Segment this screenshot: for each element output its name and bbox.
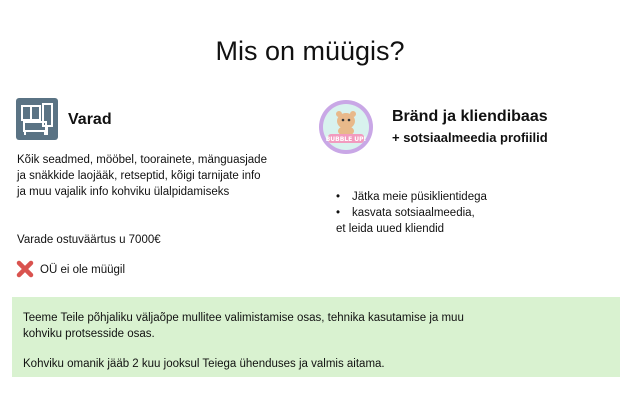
logo-text: BUBBLE UP! <box>325 136 367 143</box>
brand-bullet-list <box>336 189 487 237</box>
not-for-sale-note <box>16 260 125 280</box>
brand-subheading: + sotsiaalmeedia profiilid <box>392 130 548 145</box>
assets-description: Kõik seadmed, mööbel, toorainete, mänguasjade ja snäkkide laojääk, retseptid, kõigi tarnijate info ja muu vajalik info kohviku ülalpidamiseks <box>17 154 267 198</box>
list-item: • kasvata sotsiaalmeedia, <box>336 207 475 219</box>
assets-value: Varade ostuväärtus u 7000€ <box>17 234 161 246</box>
slide-title: Mis on müügis? <box>215 36 405 66</box>
training-text: Teeme Teile põhjaliku väljaõpe mullitee valimistamise osas, tehnika kasutamise ja muu kohviku protsesside osas. <box>23 312 464 340</box>
brand-logo <box>318 99 374 155</box>
not-for-sale-label: OÜ ei ole müügil <box>40 264 126 276</box>
support-text: Kohviku omanik jääb 2 kuu jooksul Teiega ühenduses ja valmis aitama. <box>23 358 385 370</box>
list-item: • Jätka meie püsiklientidega <box>336 191 487 203</box>
bullet-continuation: et leida uued kliendid <box>336 223 445 235</box>
brand-heading: Bränd ja kliendibaas <box>392 108 548 125</box>
assets-heading: Varad <box>68 111 112 128</box>
red-x-icon <box>16 260 34 281</box>
furniture-icon <box>16 98 58 140</box>
